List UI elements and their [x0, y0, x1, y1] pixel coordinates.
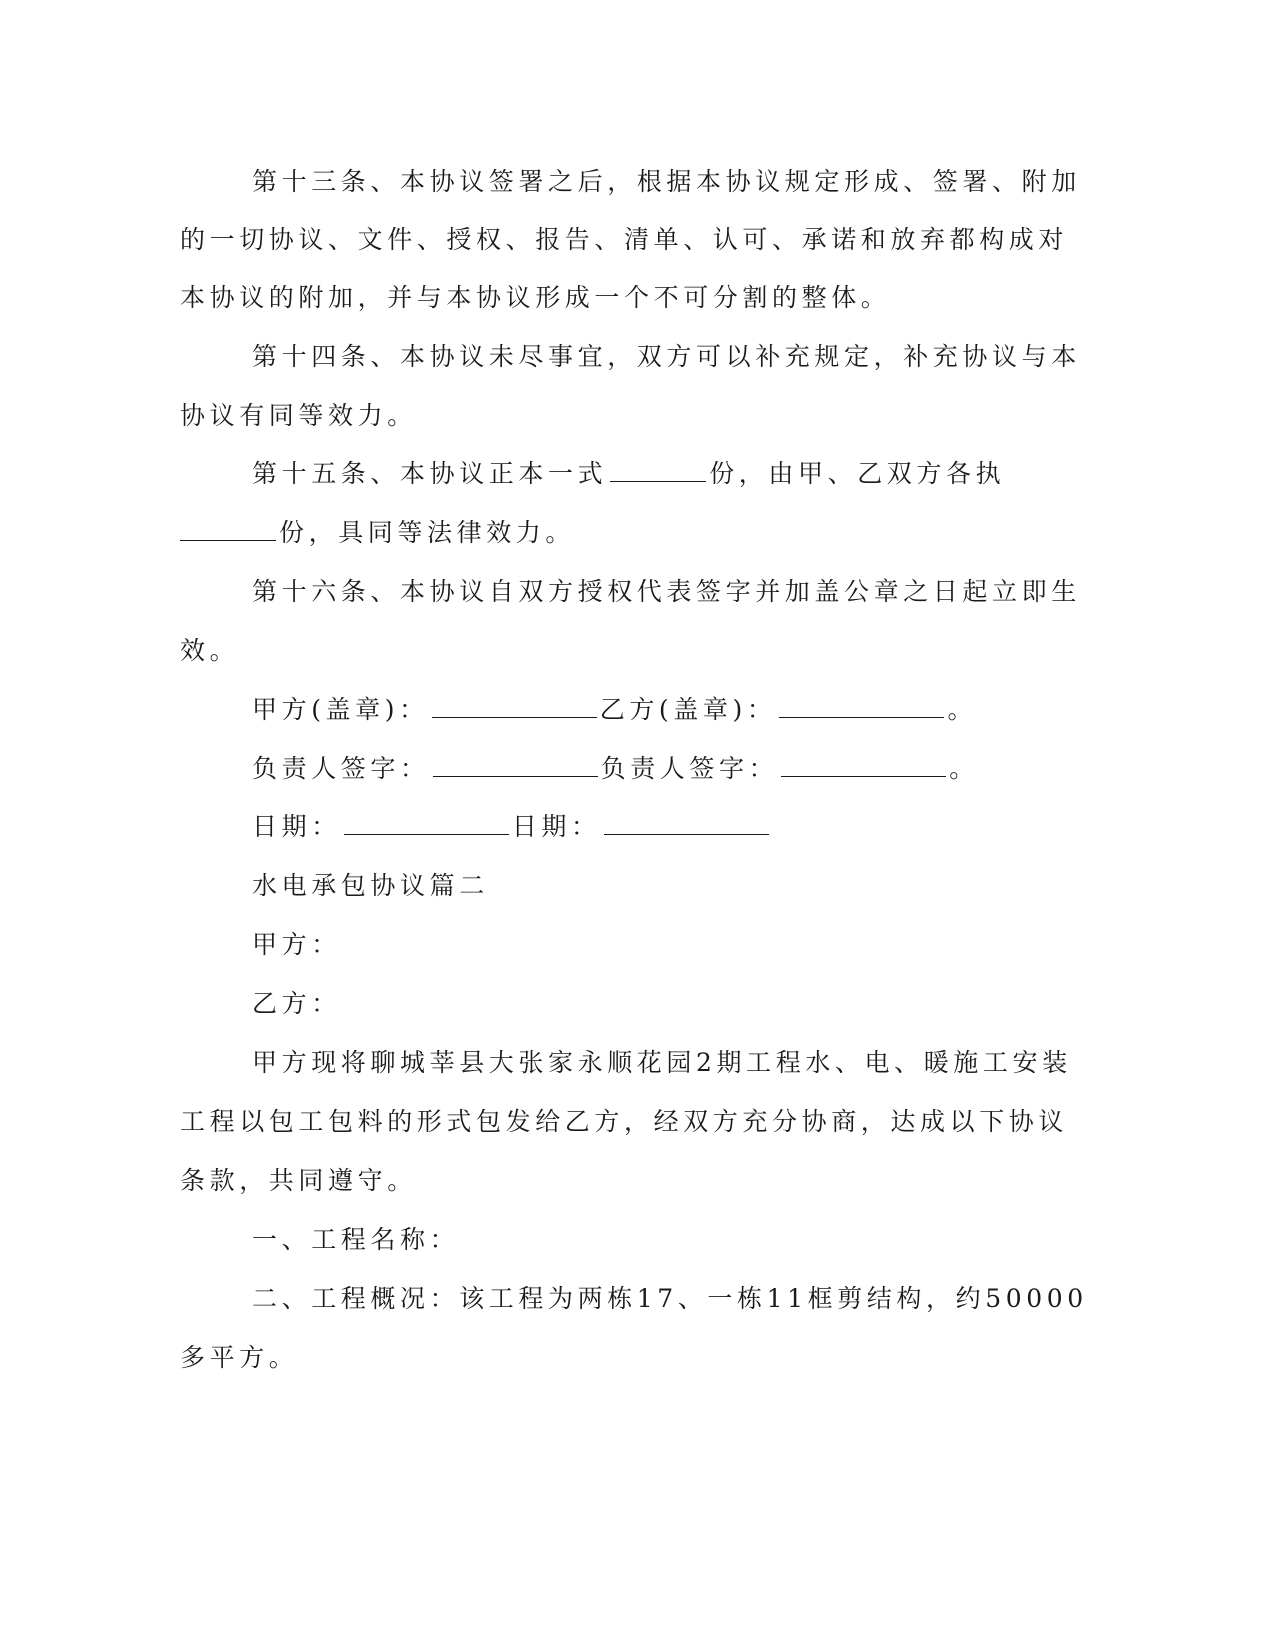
party-seal-line: [252, 694, 977, 726]
party-a-date-blank: [344, 812, 509, 835]
article-13-line-3: 本协议的附加，并与本协议形成一个不可分割的整体。: [180, 283, 891, 312]
seal-line-end: 。: [947, 695, 978, 724]
intro-line-2: 工程以包工包料的形式包发给乙方，经双方充分协商，达成以下协议: [180, 1107, 1069, 1136]
party-b-date-blank: [604, 812, 769, 835]
article-16-line-2: 效。: [180, 636, 240, 665]
party-b-date-label: 日期：: [511, 812, 601, 841]
party-b-signer-label: 负责人签字：: [600, 754, 779, 783]
article-15-text-a: 第十五条、本协议正本一式: [252, 459, 608, 488]
article-14-line-2: 协议有同等效力。: [180, 401, 417, 430]
signer-line-end: 。: [949, 754, 979, 783]
article-14-line-1: 第十四条、本协议未尽事宜，双方可以补充规定，补充协议与本: [252, 342, 1081, 371]
date-line: [252, 811, 772, 843]
project-name-line: 一、工程名称：: [252, 1225, 460, 1254]
article-13-line-1: 第十三条、本协议签署之后，根据本协议规定形成、签署、附加: [252, 167, 1081, 196]
party-b-seal-label: 乙方(盖章)：: [599, 695, 777, 724]
party-a-signer-label: 负责人签字：: [252, 754, 430, 783]
article-15-text-c: 份，具同等法律效力。: [279, 518, 576, 547]
article-16-line-1: 第十六条、本协议自双方授权代表签字并加盖公章之日起立即生: [252, 577, 1081, 606]
copies-total-blank: [610, 459, 706, 482]
article-15-text-b: 份，由甲、乙双方各执: [709, 459, 1006, 488]
party-a-seal-label: 甲方(盖章)：: [252, 695, 429, 724]
article-15-line-2: [180, 517, 575, 549]
article-13-line-2: 的一切协议、文件、授权、报告、清单、认可、承诺和放弃都构成对: [180, 225, 1069, 254]
party-a-line: 甲方：: [252, 930, 341, 959]
party-b-seal-blank: [779, 695, 944, 718]
signer-line: [252, 753, 979, 785]
party-a-seal-blank: [432, 695, 597, 718]
section-title: 水电承包协议篇二: [252, 871, 489, 900]
intro-line-1: 甲方现将聊城莘县大张家永顺花园2期工程水、电、暖施工安装: [252, 1048, 1072, 1077]
article-15-line-1: [252, 458, 1005, 490]
project-overview-line-1: 二、工程概况：该工程为两栋17、一栋11框剪结构，约50000: [252, 1284, 1088, 1313]
party-a-signer-blank: [433, 754, 598, 777]
copies-each-blank: [180, 518, 276, 541]
party-b-signer-blank: [781, 754, 946, 777]
party-b-line: 乙方：: [252, 989, 341, 1018]
party-a-date-label: 日期：: [252, 812, 341, 841]
intro-line-3: 条款，共同遵守。: [180, 1166, 417, 1195]
project-overview-line-2: 多平方。: [180, 1343, 299, 1372]
